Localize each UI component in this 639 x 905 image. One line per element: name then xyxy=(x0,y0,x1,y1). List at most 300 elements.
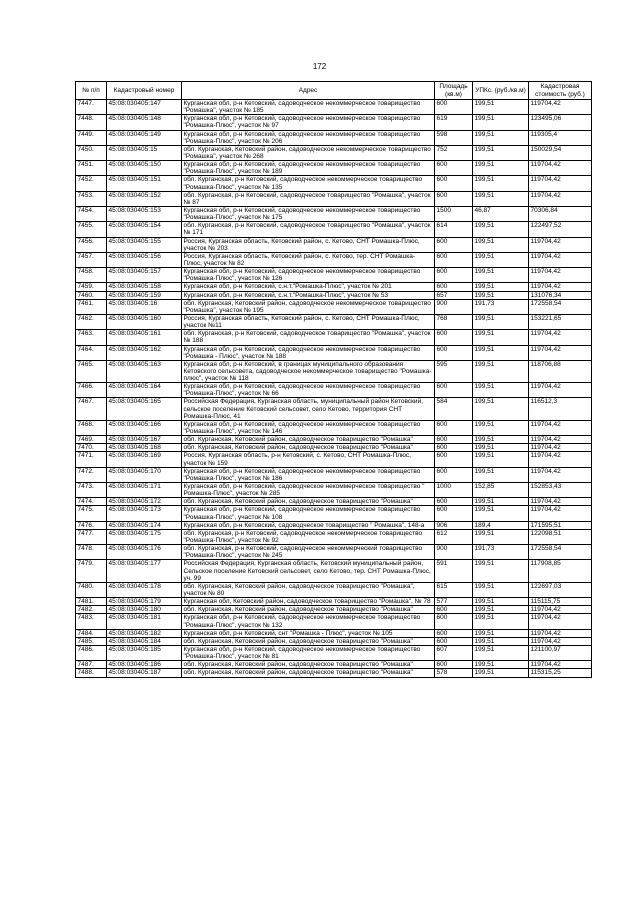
area-cell: 600 xyxy=(435,345,473,360)
area-cell: 600 xyxy=(435,498,473,506)
address-cell: Курганская обл, р-н Кетовский, садоводческое некоммерческое товарищество " Ромашка-Плюс", участок № 285 xyxy=(182,483,435,498)
upks-cell: 199,51 xyxy=(473,115,529,130)
cadastral-cost-cell: 70306,84 xyxy=(529,206,592,221)
row-number-cell: 7476. xyxy=(76,521,107,529)
cadastral-cost-cell: 121100,97 xyxy=(529,645,592,660)
cadastral-cost-cell: 118706,88 xyxy=(529,360,592,382)
cadastral-table xyxy=(75,81,592,678)
cadastral-number-cell: 45:08:030405:150 xyxy=(107,161,182,176)
row-number-cell: 7456. xyxy=(76,237,107,252)
address-cell: Курганская обл, Кетовский район, садоводческое товарищество "Ромашка", № 78 xyxy=(182,598,435,606)
cadastral-cost-cell: 150029,54 xyxy=(529,145,592,160)
cadastral-cost-cell: 119704,42 xyxy=(529,506,592,521)
cadastral-cost-cell: 119704,42 xyxy=(529,237,592,252)
row-number-cell: 7463. xyxy=(76,330,107,345)
address-cell: обл. Курганская, р-н Кетовский, садоводческое некоммерческий товарищество "Ромашка-Плюс", участок № 245 xyxy=(182,545,435,560)
cadastral-cost-cell: 172558,54 xyxy=(529,545,592,560)
cadastral-number-cell: 45:08:030405:164 xyxy=(107,383,182,398)
table-row xyxy=(76,237,592,252)
address-cell: Курганская обл, р-н Кетовский, садоводческое товарищество " Ромашка", 148-а xyxy=(182,521,435,529)
cadastral-number-cell: 45:08:030405:175 xyxy=(107,529,182,544)
row-number-cell: 7472. xyxy=(76,467,107,482)
table-row xyxy=(76,436,592,444)
header-area: Площадь (кв.м) xyxy=(435,82,473,100)
area-cell: 578 xyxy=(435,669,473,677)
cadastral-number-cell: 45:08:030405:154 xyxy=(107,222,182,237)
cadastral-number-cell: 45:08:030405:148 xyxy=(107,115,182,130)
cadastral-number-cell: 45:08:030405:182 xyxy=(107,629,182,637)
cadastral-cost-cell: 119704,42 xyxy=(529,345,592,360)
area-cell: 595 xyxy=(435,360,473,382)
cadastral-cost-cell: 122098,51 xyxy=(529,529,592,544)
cadastral-cost-cell: 171595,51 xyxy=(529,521,592,529)
row-number-cell: 7462. xyxy=(76,314,107,329)
row-number-cell: 7485. xyxy=(76,637,107,645)
row-number-cell: 7457. xyxy=(76,252,107,267)
cadastral-number-cell: 45:08:030405:159 xyxy=(107,291,182,299)
table-row xyxy=(76,452,592,467)
cadastral-cost-cell: 119704,42 xyxy=(529,629,592,637)
cadastral-cost-cell: 119704,42 xyxy=(529,661,592,669)
table-row xyxy=(76,314,592,329)
row-number-cell: 7477. xyxy=(76,529,107,544)
upks-cell: 199,51 xyxy=(473,498,529,506)
area-cell: 900 xyxy=(435,299,473,314)
cadastral-number-cell: 45:08:030405:187 xyxy=(107,669,182,677)
cadastral-cost-cell: 119704,42 xyxy=(529,268,592,283)
area-cell: 600 xyxy=(435,176,473,191)
upks-cell: 199,51 xyxy=(473,345,529,360)
table-row xyxy=(76,291,592,299)
area-cell: 600 xyxy=(435,100,473,115)
row-number-cell: 7450. xyxy=(76,145,107,160)
cadastral-cost-cell: 116512,3 xyxy=(529,398,592,420)
address-cell: обл. Курганская, Кетовский район, садоводческое товарищество "Ромашка" xyxy=(182,436,435,444)
address-cell: Россия, Курганская область, Кетовский район, с. Кетово, СНТ Ромашка-Плюс, участок № 203 xyxy=(182,237,435,252)
upks-cell: 199,51 xyxy=(473,614,529,629)
row-number-cell: 7461. xyxy=(76,299,107,314)
cadastral-number-cell: 45:08:030405:176 xyxy=(107,545,182,560)
cadastral-number-cell: 45:08:030405:152 xyxy=(107,191,182,206)
row-number-cell: 7448. xyxy=(76,115,107,130)
upks-cell: 152,85 xyxy=(473,483,529,498)
address-cell: обл. Курганская, Кетовский район, садоводческое товарищество "Ромашка" xyxy=(182,669,435,677)
cadastral-number-cell: 45:08:030405:153 xyxy=(107,206,182,221)
cadastral-number-cell: 45:08:030405:15 xyxy=(107,145,182,160)
row-number-cell: 7479. xyxy=(76,560,107,582)
row-number-cell: 7453. xyxy=(76,191,107,206)
upks-cell: 199,51 xyxy=(473,436,529,444)
cadastral-number-cell: 45:08:030405:147 xyxy=(107,100,182,115)
address-cell: Курганская обл, р-н Кетовский, садоводческое некоммерческое товарищество "Ромашка-Плюс", участок № 186 xyxy=(182,467,435,482)
table-header-row xyxy=(76,82,592,100)
table-row xyxy=(76,420,592,435)
address-cell: обл. Курганская, Кетовский район, садоводческое товарищество "Ромашка" xyxy=(182,606,435,614)
upks-cell: 199,51 xyxy=(473,222,529,237)
cadastral-number-cell: 45:08:030405:178 xyxy=(107,582,182,597)
table-row xyxy=(76,222,592,237)
upks-cell: 199,51 xyxy=(473,237,529,252)
upks-cell: 199,51 xyxy=(473,176,529,191)
table-row xyxy=(76,529,592,544)
cadastral-number-cell: 45:08:030405:170 xyxy=(107,467,182,482)
upks-cell: 199,51 xyxy=(473,360,529,382)
cadastral-cost-cell: 122497,52 xyxy=(529,222,592,237)
area-cell: 600 xyxy=(435,237,473,252)
row-number-cell: 7470. xyxy=(76,444,107,452)
area-cell: 900 xyxy=(435,545,473,560)
area-cell: 600 xyxy=(435,614,473,629)
table-row xyxy=(76,398,592,420)
upks-cell: 199,51 xyxy=(473,669,529,677)
table-row xyxy=(76,645,592,660)
upks-cell: 199,51 xyxy=(473,645,529,660)
cadastral-number-cell: 45:08:030405:171 xyxy=(107,483,182,498)
cadastral-cost-cell: 119704,42 xyxy=(529,498,592,506)
cadastral-number-cell: 45:08:030405:173 xyxy=(107,506,182,521)
upks-cell: 199,51 xyxy=(473,283,529,291)
cadastral-cost-cell: 119704,42 xyxy=(529,420,592,435)
table-row xyxy=(76,498,592,506)
area-cell: 600 xyxy=(435,452,473,467)
upks-cell: 199,51 xyxy=(473,444,529,452)
cadastral-number-cell: 45:08:030405:167 xyxy=(107,436,182,444)
row-number-cell: 7455. xyxy=(76,222,107,237)
page-number: 172 xyxy=(312,62,327,71)
cadastral-cost-cell: 115115,75 xyxy=(529,598,592,606)
cadastral-cost-cell: 119704,42 xyxy=(529,100,592,115)
area-cell: 600 xyxy=(435,383,473,398)
header-num: № п/п xyxy=(76,82,107,100)
table-row xyxy=(76,268,592,283)
row-number-cell: 7474. xyxy=(76,498,107,506)
address-cell: Курганская обл, р-н Кетовский, садоводческое некоммерческое товарищество "Ромашка-Плюс", участок № 189 xyxy=(182,161,435,176)
upks-cell: 199,51 xyxy=(473,560,529,582)
row-number-cell: 7487. xyxy=(76,661,107,669)
address-cell: обл. Курганская, Кетовский район, садоводческое товарищество "Ромашка", участок № 80 xyxy=(182,582,435,597)
area-cell: 598 xyxy=(435,130,473,145)
area-cell: 600 xyxy=(435,283,473,291)
cadastral-cost-cell: 117908,85 xyxy=(529,560,592,582)
area-cell: 657 xyxy=(435,291,473,299)
table-row xyxy=(76,444,592,452)
row-number-cell: 7449. xyxy=(76,130,107,145)
table-row xyxy=(76,161,592,176)
cadastral-number-cell: 45:08:030405:166 xyxy=(107,420,182,435)
address-cell: Курганская обл, р-н Кетовский, садоводческое некоммерческое товарищество "Ромашка-Плюс", участок № 146 xyxy=(182,420,435,435)
upks-cell: 199,51 xyxy=(473,314,529,329)
cadastral-number-cell: 45:08:030405:168 xyxy=(107,444,182,452)
upks-cell: 199,51 xyxy=(473,252,529,267)
address-cell: Курганская обл, р-н Кетовский, с.н.т."Ромашка-Плюс", участок № 201 xyxy=(182,283,435,291)
area-cell: 619 xyxy=(435,115,473,130)
row-number-cell: 7488. xyxy=(76,669,107,677)
area-cell: 615 xyxy=(435,582,473,597)
cadastral-number-cell: 45:08:030405:162 xyxy=(107,345,182,360)
address-cell: обл. Курганская, р-н Кетовский, садоводческое товарищество "Ромашка", участок № 87 xyxy=(182,191,435,206)
address-cell: Курганская обл, р-н Кетовский, с.н.т."Ромашка-Плюс", участок № 53 xyxy=(182,291,435,299)
table-row xyxy=(76,345,592,360)
area-cell: 600 xyxy=(435,191,473,206)
table-row xyxy=(76,614,592,629)
upks-cell: 199,51 xyxy=(473,637,529,645)
table-row xyxy=(76,467,592,482)
cadastral-cost-cell: 119305,4 xyxy=(529,130,592,145)
cadastral-number-cell: 45:08:030405:149 xyxy=(107,130,182,145)
area-cell: 612 xyxy=(435,529,473,544)
area-cell: 600 xyxy=(435,467,473,482)
header-upks: УПКс. (руб./кв.м) xyxy=(473,82,529,100)
upks-cell: 199,51 xyxy=(473,606,529,614)
row-number-cell: 7478. xyxy=(76,545,107,560)
area-cell: 577 xyxy=(435,598,473,606)
table-row xyxy=(76,191,592,206)
cadastral-number-cell: 45:08:030405:158 xyxy=(107,283,182,291)
table-row xyxy=(76,206,592,221)
address-cell: обл. Курганская, р-н Кетовский, садоводческое некоммерческое товарищество "Ромашка-Плюс", участок № 92 xyxy=(182,529,435,544)
row-number-cell: 7473. xyxy=(76,483,107,498)
cadastral-cost-cell: 115315,25 xyxy=(529,669,592,677)
cadastral-cost-cell: 131076,34 xyxy=(529,291,592,299)
address-cell: Россия, Курганская область, Кетовский район, с. Кетово, тер. СНТ Ромашка-Плюс, участок № 82 xyxy=(182,252,435,267)
table-row xyxy=(76,606,592,614)
cadastral-number-cell: 45:08:030405:172 xyxy=(107,498,182,506)
cadastral-number-cell: 45:08:030405:160 xyxy=(107,314,182,329)
table-row xyxy=(76,560,592,582)
table-row xyxy=(76,506,592,521)
cadastral-cost-cell: 119704,42 xyxy=(529,330,592,345)
cadastral-number-cell: 45:08:030405:156 xyxy=(107,252,182,267)
header-cadastral-number: Кадастровый номер xyxy=(107,82,182,100)
table-row xyxy=(76,669,592,677)
row-number-cell: 7467. xyxy=(76,398,107,420)
row-number-cell: 7451. xyxy=(76,161,107,176)
address-cell: Россия, Курганская область, Кетовский район, с. Кетово, СНТ Ромашка-Плюс, участок №11 xyxy=(182,314,435,329)
table-row xyxy=(76,360,592,382)
cadastral-number-cell: 45:08:030405:174 xyxy=(107,521,182,529)
address-cell: Курганская обл, р-н Кетовский, садоводческое некоммерческое товарищество "Ромашка-Плюс", участок № 132 xyxy=(182,614,435,629)
area-cell: 752 xyxy=(435,145,473,160)
upks-cell: 199,51 xyxy=(473,145,529,160)
address-cell: Курганская обл, р-н Кетовский, садоводческое некоммерческое товарищество "Ромашка-Плюс", участок № 108 xyxy=(182,506,435,521)
cadastral-cost-cell: 119704,42 xyxy=(529,614,592,629)
address-cell: Россия, Курганская область, р-н Кетовский, с. Кетово, СНТ Ромашка-Плюс, участок № 159 xyxy=(182,452,435,467)
address-cell: Курганская обл, р-н Кетовский, садоводческое некоммерческое товарищество "Ромашка-Плюс", участок № 126 xyxy=(182,268,435,283)
cadastral-cost-cell: 119704,42 xyxy=(529,637,592,645)
row-number-cell: 7484. xyxy=(76,629,107,637)
area-cell: 600 xyxy=(435,161,473,176)
address-cell: Российская Федерация, Курганская область, Кетовский муниципальный район, Сельское поселение Кетовский сельсовет, село Кетово, тер. СНТ Ромашка-Плюс, уч. 99 xyxy=(182,560,435,582)
address-cell: обл. Курганская, Кетовский район, садоводческое некоммерческое товарищество "Ромашка", участок № 195 xyxy=(182,299,435,314)
table-body xyxy=(76,100,592,678)
area-cell: 906 xyxy=(435,521,473,529)
table-row xyxy=(76,545,592,560)
row-number-cell: 7447. xyxy=(76,100,107,115)
address-cell: Курганская обл, р-н Кетовский, садоводческое некоммерческое товарищество "Ромашка - Плюс", участок № 188 xyxy=(182,345,435,360)
area-cell: 768 xyxy=(435,314,473,329)
upks-cell: 199,51 xyxy=(473,398,529,420)
row-number-cell: 7458. xyxy=(76,268,107,283)
cadastral-number-cell: 45:08:030405:184 xyxy=(107,637,182,645)
cadastral-cost-cell: 119704,42 xyxy=(529,283,592,291)
upks-cell: 199,51 xyxy=(473,100,529,115)
upks-cell: 199,51 xyxy=(473,661,529,669)
upks-cell: 199,51 xyxy=(473,330,529,345)
cadastral-cost-cell: 152853,43 xyxy=(529,483,592,498)
address-cell: обл. Курганская, Кетовский район, садоводческое товарищество "Ромашка" xyxy=(182,661,435,669)
area-cell: 584 xyxy=(435,398,473,420)
table-row xyxy=(76,582,592,597)
address-cell: обл. Курганская, р-н Кетовский, садоводческое товарищество "Ромашка", участок № 188 xyxy=(182,330,435,345)
area-cell: 600 xyxy=(435,629,473,637)
address-cell: Курганская обл, р-н Кетовский, садоводческое некоммерческое товарищество "Ромашка-Плюс", участок № 66 xyxy=(182,383,435,398)
row-number-cell: 7468. xyxy=(76,420,107,435)
table-row xyxy=(76,383,592,398)
upks-cell: 199,51 xyxy=(473,598,529,606)
row-number-cell: 7471. xyxy=(76,452,107,467)
cadastral-number-cell: 45:08:030405:180 xyxy=(107,606,182,614)
table-row xyxy=(76,483,592,498)
area-cell: 600 xyxy=(435,420,473,435)
area-cell: 600 xyxy=(435,637,473,645)
upks-cell: 199,51 xyxy=(473,467,529,482)
cadastral-number-cell: 45:08:030405:157 xyxy=(107,268,182,283)
upks-cell: 189,4 xyxy=(473,521,529,529)
cadastral-number-cell: 45:08:030405:185 xyxy=(107,645,182,660)
area-cell: 1000 xyxy=(435,483,473,498)
area-cell: 1500 xyxy=(435,206,473,221)
upks-cell: 191,73 xyxy=(473,545,529,560)
cadastral-number-cell: 45:08:030405:179 xyxy=(107,598,182,606)
address-cell: обл. Курганская, Кетовский район, садоводческое товарищество "Ромашка" xyxy=(182,637,435,645)
table-row xyxy=(76,299,592,314)
address-cell: обл. Курганская, Кетовский район, садоводческое некоммерческое товарищество "Ромашка", участок № 268 xyxy=(182,145,435,160)
row-number-cell: 7486. xyxy=(76,645,107,660)
table-row xyxy=(76,115,592,130)
upks-cell: 199,51 xyxy=(473,383,529,398)
table-row xyxy=(76,637,592,645)
row-number-cell: 7480. xyxy=(76,582,107,597)
address-cell: обл. Курганская, Кетовский район, садоводческое товарищество "Ромашка" xyxy=(182,498,435,506)
row-number-cell: 7454. xyxy=(76,206,107,221)
row-number-cell: 7459. xyxy=(76,283,107,291)
header-cadastral-cost: Кадастровая стоимость (руб.) xyxy=(529,82,592,100)
area-cell: 600 xyxy=(435,252,473,267)
cadastral-number-cell: 45:08:030405:16 xyxy=(107,299,182,314)
row-number-cell: 7475. xyxy=(76,506,107,521)
cadastral-cost-cell: 122697,03 xyxy=(529,582,592,597)
row-number-cell: 7464. xyxy=(76,345,107,360)
row-number-cell: 7460. xyxy=(76,291,107,299)
table-row xyxy=(76,283,592,291)
table-row xyxy=(76,330,592,345)
area-cell: 600 xyxy=(435,444,473,452)
cadastral-cost-cell: 119704,42 xyxy=(529,452,592,467)
upks-cell: 199,51 xyxy=(473,629,529,637)
upks-cell: 199,51 xyxy=(473,582,529,597)
table-row xyxy=(76,100,592,115)
address-cell: Курганская обл, р-н Кетовский, снт "Ромашка - Плюс", участок № 105 xyxy=(182,629,435,637)
row-number-cell: 7452. xyxy=(76,176,107,191)
address-cell: Курганская обл, р-н Кетовский, садоводческое некоммерческое товарищество "Ромашка", участок № 185 xyxy=(182,100,435,115)
table-row xyxy=(76,252,592,267)
area-cell: 600 xyxy=(435,506,473,521)
address-cell: Курганская обл, р-н Кетовский, садоводческое некоммерческое товарищество "Ромашка-Плюс", участок № 175 xyxy=(182,206,435,221)
cadastral-cost-cell: 119704,42 xyxy=(529,436,592,444)
area-cell: 600 xyxy=(435,661,473,669)
area-cell: 600 xyxy=(435,330,473,345)
area-cell: 591 xyxy=(435,560,473,582)
cadastral-cost-cell: 119704,42 xyxy=(529,191,592,206)
upks-cell: 199,51 xyxy=(473,291,529,299)
cadastral-cost-cell: 119704,42 xyxy=(529,444,592,452)
table-row xyxy=(76,176,592,191)
area-cell: 600 xyxy=(435,268,473,283)
cadastral-number-cell: 45:08:030405:165 xyxy=(107,398,182,420)
area-cell: 614 xyxy=(435,222,473,237)
cadastral-number-cell: 45:08:030405:181 xyxy=(107,614,182,629)
row-number-cell: 7469. xyxy=(76,436,107,444)
cadastral-cost-cell: 119704,42 xyxy=(529,161,592,176)
table-row xyxy=(76,521,592,529)
cadastral-number-cell: 45:08:030405:151 xyxy=(107,176,182,191)
cadastral-number-cell: 45:08:030405:161 xyxy=(107,330,182,345)
upks-cell: 199,51 xyxy=(473,420,529,435)
upks-cell: 46,87 xyxy=(473,206,529,221)
address-cell: Курганская обл, р-н Кетовский, в границах муниципального образования Кетовского сельсовета, садоводческое некоммерческое товарищество "Ромашка-плюс", участок № 118 xyxy=(182,360,435,382)
upks-cell: 199,51 xyxy=(473,191,529,206)
cadastral-number-cell: 45:08:030405:169 xyxy=(107,452,182,467)
cadastral-cost-cell: 119704,42 xyxy=(529,176,592,191)
upks-cell: 199,51 xyxy=(473,161,529,176)
upks-cell: 199,51 xyxy=(473,130,529,145)
cadastral-cost-cell: 153221,65 xyxy=(529,314,592,329)
address-cell: Курганская обл, р-н Кетовский, садоводческое некоммерческое товарищество "Ромашка-Плюс", участок № 81 xyxy=(182,645,435,660)
row-number-cell: 7482. xyxy=(76,606,107,614)
upks-cell: 199,51 xyxy=(473,268,529,283)
table-row xyxy=(76,661,592,669)
cadastral-number-cell: 45:08:030405:177 xyxy=(107,560,182,582)
table-row xyxy=(76,598,592,606)
table-row xyxy=(76,145,592,160)
cadastral-cost-cell: 119704,42 xyxy=(529,606,592,614)
row-number-cell: 7466. xyxy=(76,383,107,398)
row-number-cell: 7465. xyxy=(76,360,107,382)
table-row xyxy=(76,629,592,637)
cadastral-cost-cell: 172558,54 xyxy=(529,299,592,314)
upks-cell: 199,51 xyxy=(473,506,529,521)
cadastral-number-cell: 45:08:030405:163 xyxy=(107,360,182,382)
cadastral-number-cell: 45:08:030405:155 xyxy=(107,237,182,252)
address-cell: обл. Курганская, р-н Кетовский, садоводческое некоммерческое товарищество "Ромашка-Плюс", участок № 135 xyxy=(182,176,435,191)
area-cell: 600 xyxy=(435,606,473,614)
upks-cell: 199,51 xyxy=(473,452,529,467)
area-cell: 607 xyxy=(435,645,473,660)
upks-cell: 199,51 xyxy=(473,529,529,544)
address-cell: Курганская обл, р-н Кетовский, садоводческое некоммерческое товарищество "Ромашка-Плюс", участок № 206 xyxy=(182,130,435,145)
address-cell: Курганская обл, р-н Кетовский, садоводческое некоммерческое товарищество "Ромашка-Плюс", участок № 97 xyxy=(182,115,435,130)
cadastral-cost-cell: 119704,42 xyxy=(529,467,592,482)
row-number-cell: 7483. xyxy=(76,614,107,629)
address-cell: обл. Курганская, Кетовский район, садоводческое товарищество "Ромашка" xyxy=(182,444,435,452)
area-cell: 600 xyxy=(435,436,473,444)
row-number-cell: 7481. xyxy=(76,598,107,606)
upks-cell: 191,73 xyxy=(473,299,529,314)
address-cell: обл. Курганская, р-н Кетовский, садоводческое товарищество "Ромашка", участок № 171 xyxy=(182,222,435,237)
table-row xyxy=(76,130,592,145)
cadastral-cost-cell: 119704,42 xyxy=(529,383,592,398)
cadastral-cost-cell: 123495,06 xyxy=(529,115,592,130)
